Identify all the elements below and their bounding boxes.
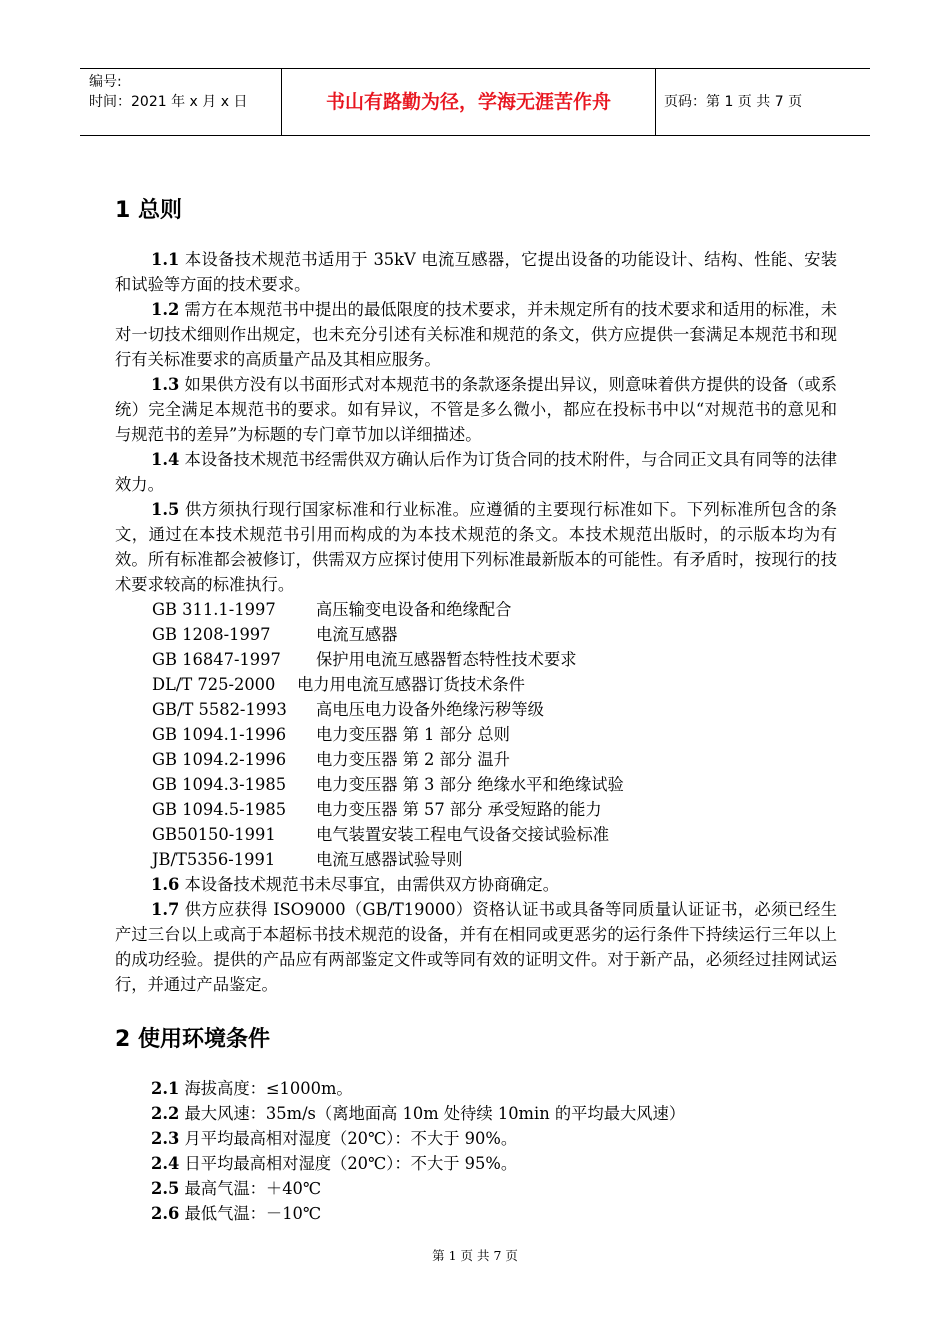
document-body xyxy=(115,190,837,1226)
standard-item: GB 1208-1997 电流互感器 xyxy=(152,625,398,644)
page-footer: 第 1 页 共 7 页 xyxy=(432,1248,518,1263)
standard-item: GB 1094.3-1985 电力变压器 第 3 部分 绝缘水平和绝缘试验 xyxy=(152,775,624,794)
standard-item: GB 1094.5-1985 电力变压器 第 57 部分 承受短路的能力 xyxy=(152,800,602,819)
clause-1-7: 1.7 供方应获得 ISO9000（GB/T19000）资格认证书或具备等同质量认证证书，必须已经生产过三台以上或高于本超标书技术规范的设备，并有在相同或更恶劣的运行条件下持续运行三年以上的成功经验。提供的产品应有两部鉴定文件或等同有效的证明文件。对于新产品，必须经过挂网试运行，并通过产品鉴定。 xyxy=(115,900,837,994)
clause-2-3: 2.3 月平均最高相对湿度（20℃）：不大于 90%。 xyxy=(151,1129,518,1148)
standard-item: GB 16847-1997 保护用电流互感器暂态特性技术要求 xyxy=(152,650,577,669)
standard-item: GB/T 5582-1993 高电压电力设备外绝缘污秽等级 xyxy=(152,700,544,719)
standard-item: GB50150-1991 电气装置安装工程电气设备交接试验标准 xyxy=(152,825,610,844)
document-time-label: 时间：2021 年 x 月 x 日 xyxy=(89,94,248,110)
clause-1-1: 1.1 本设备技术规范书适用于 35kV 电流互感器，它提出设备的功能设计、结构、性能、安装和试验等方面的技术要求。 xyxy=(115,250,837,294)
clause-1-6: 1.6 本设备技术规范书未尽事宜，由需供双方协商确定。 xyxy=(151,875,559,894)
standard-item: GB 1094.1-1996 电力变压器 第 1 部分 总则 xyxy=(152,725,510,744)
clause-1-5: 1.5 供方须执行现行国家标准和行业标准。应遵循的主要现行标准如下。下列标准所包含的条文，通过在本技术规范书引用而构成的为本技术规范的条文。本技术规范出版时，的示版本均为有效。所有标准都会被修订，供需双方应探讨使用下列标准最新版本的可能性。有矛盾时，按现行的技术要求较高的标准执行。 xyxy=(115,500,837,594)
clause-1-3: 1.3 如果供方没有以书面形式对本规范书的条款逐条提出异议，则意味着供方提供的设备（或系统）完全满足本规范书的要求。如有异议，不管是多么微小，都应在投标书中以“对规范书的意见和与规范书的差异”为标题的专门章节加以详细描述。 xyxy=(115,375,837,444)
header-info-cell xyxy=(80,69,282,135)
section-1-title: 1 总则 xyxy=(115,198,182,223)
page-header xyxy=(80,68,870,136)
clause-1-2: 1.2 需方在本规范书中提出的最低限度的技术要求，并未规定所有的技术要求和适用的标准，未对一切技术细则作出规定，也未充分引述有关标准和规范的条文，供方应提供一套满足本规范书和现行有关标准要求的高质量产品及其相应服务。 xyxy=(115,300,837,369)
clause-1-4: 1.4 本设备技术规范书经需供双方确认后作为订货合同的技术附件，与合同正文具有同等的法律效力。 xyxy=(115,450,837,494)
clause-2-1: 2.1 海拔高度：≤1000m。 xyxy=(151,1079,353,1098)
standard-item: GB 1094.2-1996 电力变压器 第 2 部分 温升 xyxy=(152,750,510,769)
clause-2-4: 2.4 日平均最高相对湿度（20℃）：不大于 95%。 xyxy=(151,1154,518,1173)
document-number-label: 编号: xyxy=(89,74,122,90)
standard-item: JB/T5356-1991 电流互感器试验导则 xyxy=(152,850,463,869)
clause-2-2: 2.2 最大风速：35m/s（离地面高 10m 处待续 10min 的平均最大风速） xyxy=(151,1104,686,1123)
clause-2-5: 2.5 最高气温：＋40℃ xyxy=(151,1179,322,1198)
clause-2-6: 2.6 最低气温：－10℃ xyxy=(151,1204,322,1223)
header-motto: 书山有路勤为径，学海无涯苦作舟 xyxy=(282,69,656,135)
standards-list xyxy=(115,597,837,872)
section-2-title: 2 使用环境条件 xyxy=(115,1027,270,1052)
standard-item: GB 311.1-1997 高压输变电设备和绝缘配合 xyxy=(152,600,512,619)
standard-item: DL/T 725-2000 电力用电流互感器订货技术条件 xyxy=(152,675,525,694)
header-page-info: 页码：第 1 页 共 7 页 xyxy=(664,94,803,110)
